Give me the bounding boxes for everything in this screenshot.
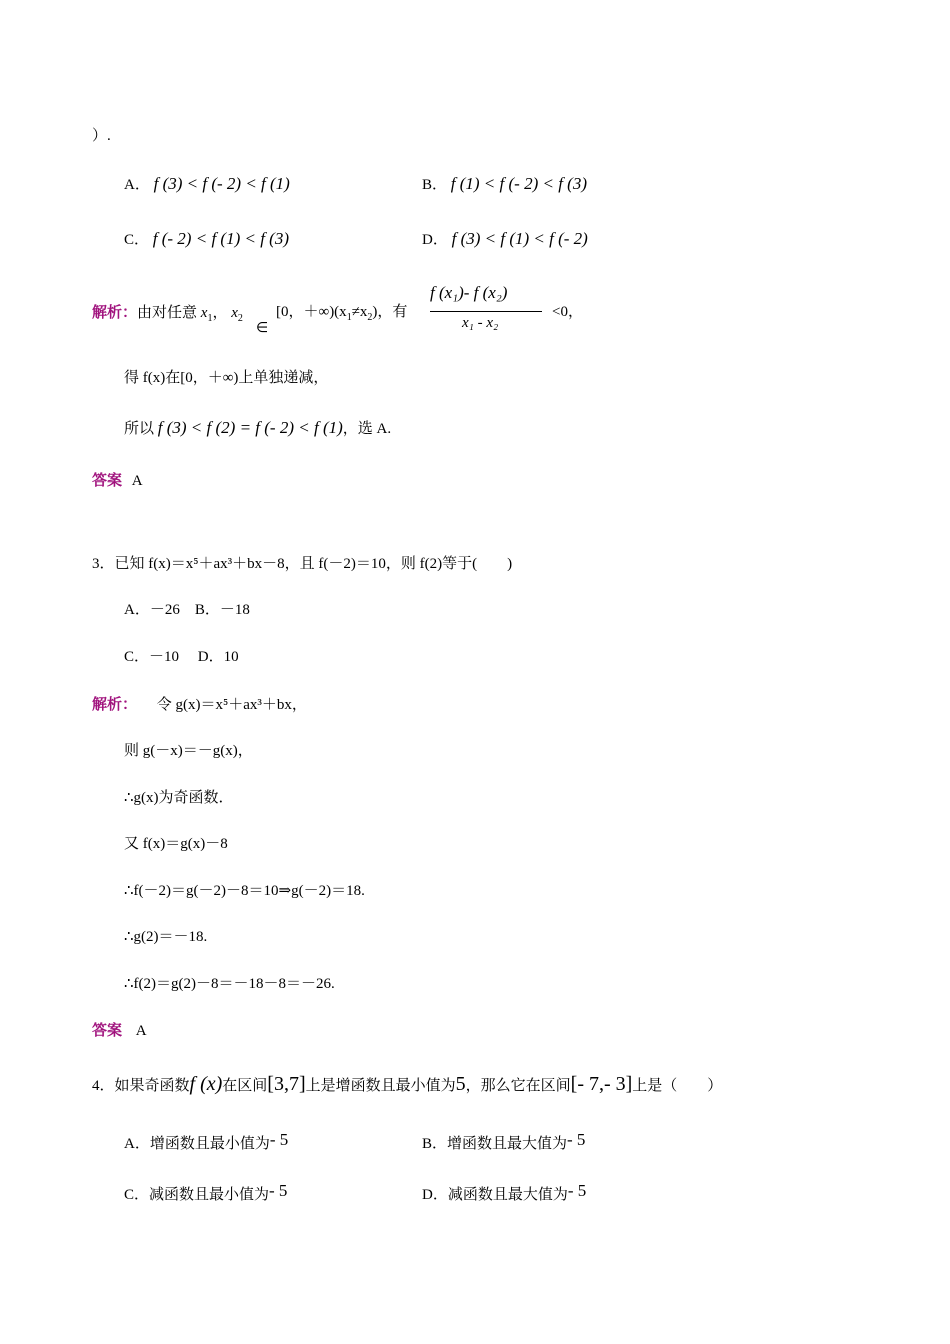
sub-2: 2 <box>237 313 243 324</box>
in-symbol: ∈ <box>256 320 269 336</box>
q3-analysis <box>92 694 307 715</box>
q2-option-a <box>124 174 290 195</box>
answer-label: 答案 <box>92 1021 123 1039</box>
var-x1: x <box>200 305 208 321</box>
option-letter: C． <box>124 232 150 248</box>
comma: ， <box>212 305 228 321</box>
fraction-bar <box>430 311 542 312</box>
q2-analysis-intro <box>92 302 243 329</box>
option-value: - 5 <box>269 1130 289 1149</box>
q2-stem-tail: ）. <box>92 128 111 144</box>
q2-option-b <box>422 174 587 195</box>
q3-options-cd: C．－10 D．10 <box>124 649 239 665</box>
neq-text: ≠x <box>351 304 368 320</box>
option-math: f (1) < f (- 2) < f (3) <box>450 174 588 193</box>
analysis-text: 令 g(x)＝x⁵＋ax³＋bx， <box>156 697 307 713</box>
option-math: f (3) < f (1) < f (- 2) <box>451 229 588 248</box>
step2-pre: 所以 <box>124 421 155 437</box>
option-letter: D． <box>422 232 448 248</box>
analysis-text: 由对任意 <box>137 305 198 321</box>
interval-text: [0，＋∞)(x <box>276 304 347 320</box>
close-text: )，有 <box>372 304 408 320</box>
q3-step6: ∴f(2)＝g(2)－8＝－18－8＝－26. <box>124 976 335 992</box>
stem-fx: f (x) <box>189 1073 223 1095</box>
analysis-label: 解析： <box>92 695 138 713</box>
q4-option-c <box>124 1181 287 1205</box>
q4-stem <box>92 1074 722 1096</box>
fraction <box>430 283 544 339</box>
option-text: D．减函数且最大值为 <box>422 1187 568 1203</box>
stem-mid3: ，那么它在区间 <box>465 1078 571 1094</box>
analysis-label: 解析： <box>92 303 138 321</box>
fraction-numerator: f (x₁)- f (x₂) <box>430 283 508 302</box>
stem-pre: 4．如果奇函数 <box>92 1078 190 1094</box>
q2-answer <box>92 470 143 491</box>
option-letter: B． <box>422 177 448 193</box>
answer-label: 答案 <box>92 471 123 489</box>
answer-value: A <box>135 1023 147 1039</box>
stem-interval2: [- 7,- 3] <box>570 1073 633 1095</box>
option-value: - 5 <box>269 1181 288 1200</box>
q2-option-c <box>124 229 289 250</box>
option-value: - 5 <box>567 1181 587 1200</box>
q4-option-a <box>124 1130 288 1154</box>
q3-step3: 又 f(x)＝g(x)－8 <box>124 836 228 852</box>
q2-option-d <box>422 229 588 250</box>
stem-mid1: 在区间 <box>222 1078 268 1094</box>
q4-option-b <box>422 1130 585 1154</box>
option-letter: A． <box>124 177 150 193</box>
q3-options-ab: A．－26 B．－18 <box>124 602 250 618</box>
stem-post: 上是（ ） <box>632 1078 723 1094</box>
q3-step4: ∴f(－2)＝g(－2)－8＝10⇒g(－2)＝18. <box>124 883 365 899</box>
q3-step2: ∴g(x)为奇函数． <box>124 790 234 806</box>
q2-step2 <box>124 418 391 439</box>
stem-mid2: 上是增函数且最小值为 <box>305 1078 456 1094</box>
sub-1: 1 <box>207 313 213 324</box>
option-text: B．增函数且最大值为 <box>422 1136 568 1152</box>
option-text: A．增函数且最小值为 <box>124 1136 270 1152</box>
stem-five: 5 <box>455 1073 466 1095</box>
q3-stem: 3．已知 f(x)＝x⁵＋ax³＋bx－8，且 f(－2)＝10，则 f(2)等于( ) <box>92 556 513 572</box>
option-math: f (3) < f (- 2) < f (1) <box>153 174 290 193</box>
step2-post: ，选 A. <box>342 421 392 437</box>
option-text: C．减函数且最小值为 <box>124 1187 270 1203</box>
q2-step1: 得 f(x)在[0，＋∞)上单独递减， <box>124 370 329 386</box>
q3-answer <box>92 1020 147 1041</box>
stem-interval1: [3,7] <box>267 1073 306 1095</box>
fraction-denominator: x₁ - x₂ <box>462 315 499 331</box>
option-math: f (- 2) < f (1) < f (3) <box>152 229 290 248</box>
option-value: - 5 <box>567 1130 586 1149</box>
lt-zero: <0， <box>552 304 583 320</box>
q2-interval: [0，$+\infty)(x_1\ne x_2)$，有 <box>276 304 408 323</box>
q3-step1: 则 g(－x)＝－g(x)， <box>124 743 253 759</box>
q4-option-d <box>422 1181 586 1205</box>
q3-step5: ∴g(2)＝－18. <box>124 929 208 945</box>
answer-value: A <box>131 473 143 489</box>
var-x2: x <box>231 305 238 321</box>
step2-math: f (3) < f (2) = f (- 2) < f (1) <box>157 418 343 437</box>
